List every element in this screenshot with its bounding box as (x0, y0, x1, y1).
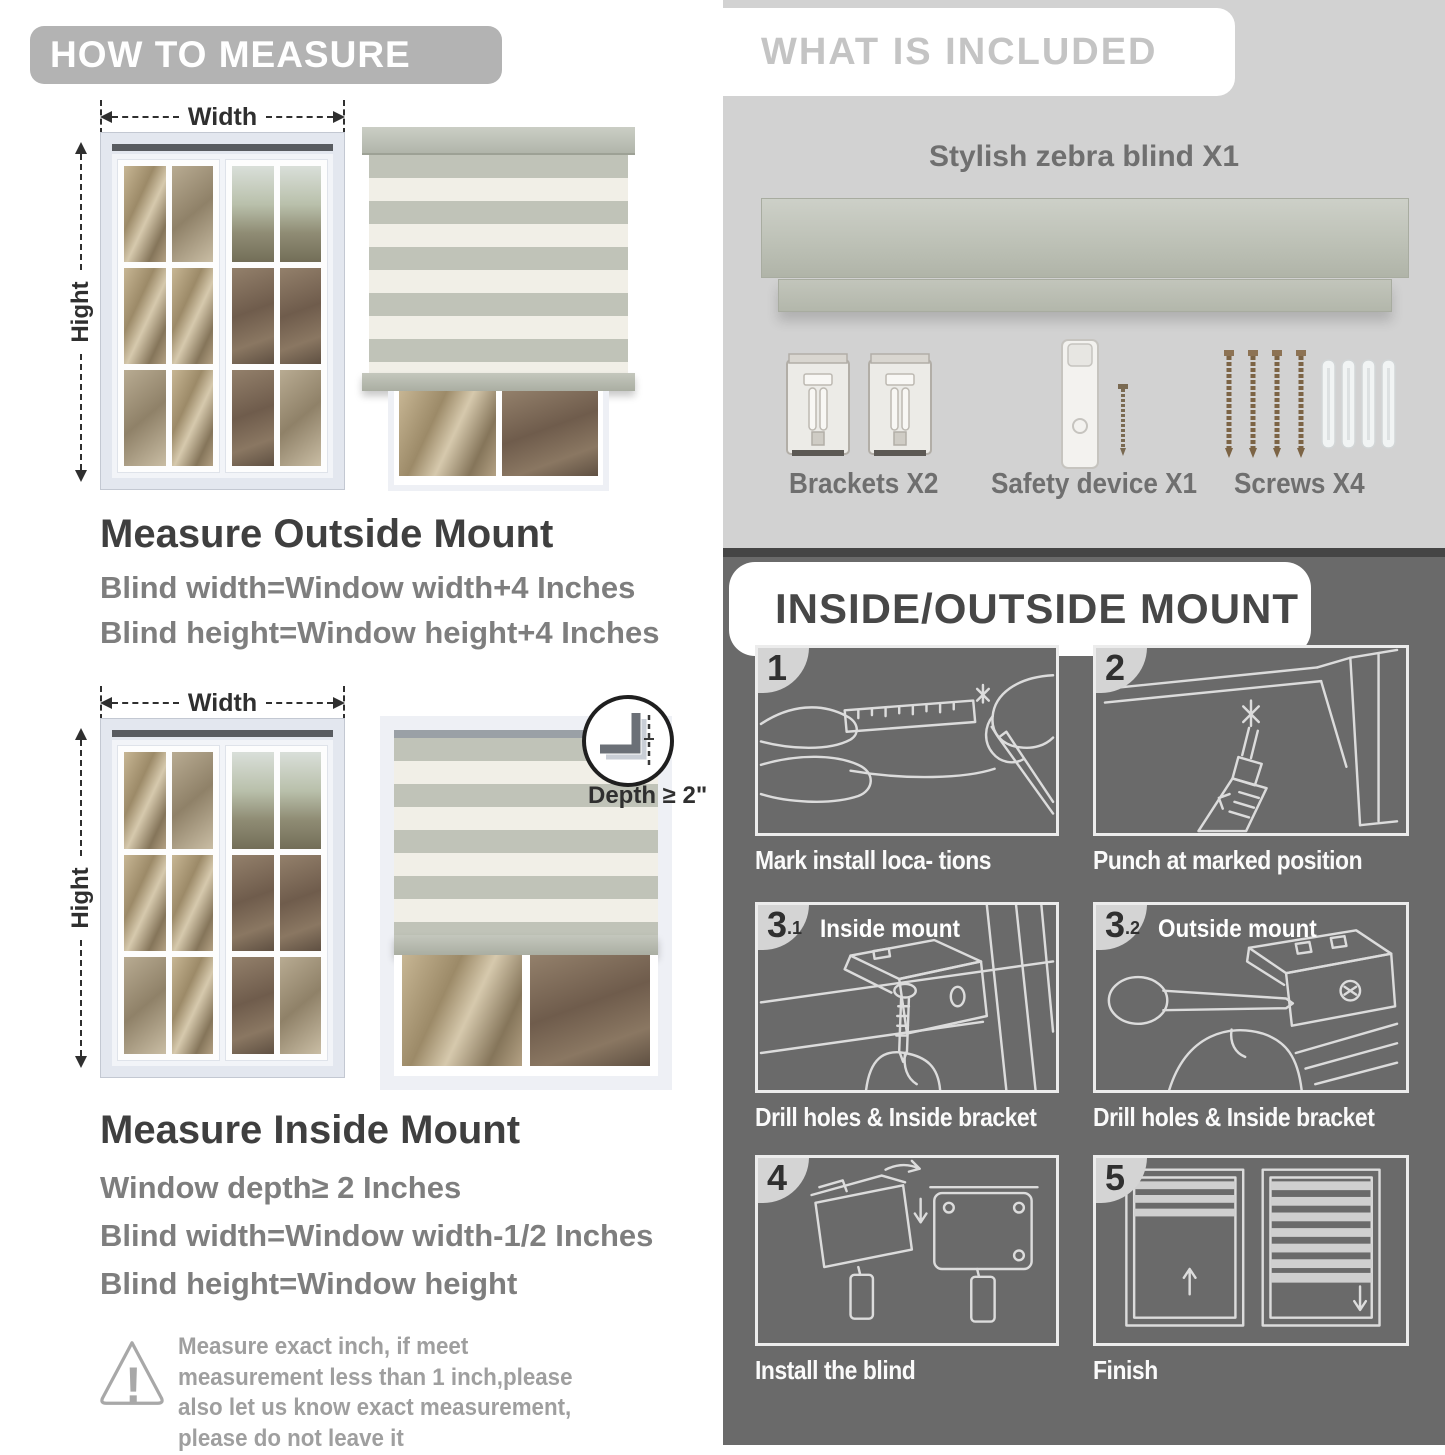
step-3-1-panel (755, 902, 1059, 1093)
window-pane (124, 268, 166, 364)
step-2 (1093, 645, 1409, 876)
step-number-badge: 3 .2 (1095, 904, 1147, 950)
step-1 (755, 645, 1059, 876)
width-arrow-inside (100, 688, 345, 717)
blind-bottom-rail (394, 935, 658, 955)
guide-line (343, 686, 345, 720)
step-3-2 (1093, 902, 1409, 1133)
product-label: Stylish zebra blind X1 (928, 140, 1240, 173)
install-blind-illustration (758, 1158, 1056, 1343)
window-pane (124, 855, 166, 952)
step-number-badge: 3 .1 (757, 904, 809, 950)
window-pane (402, 955, 522, 1066)
safety-device-image (1058, 338, 1148, 477)
window-pane (530, 955, 650, 1066)
inside-mount-line3: Blind height=Window height (100, 1266, 518, 1301)
window-pane (172, 370, 214, 466)
window-sash-left (117, 159, 220, 473)
safety-device-label: Safety device X1 (991, 468, 1198, 500)
step-5-caption: Finish (1093, 1355, 1158, 1385)
window-pane (172, 957, 214, 1054)
window-pane (399, 391, 496, 476)
height-arrow-outside (67, 142, 94, 482)
step-3-1 (755, 902, 1059, 1133)
step-4-caption: Install the blind (755, 1355, 916, 1385)
width-arrow-outside (100, 102, 345, 131)
window-below-blind (394, 955, 658, 1076)
magnifier-icon (582, 695, 674, 787)
step-number-badge: 5 (1095, 1157, 1147, 1203)
window-pane (232, 752, 274, 849)
inside-mount-line2: Blind width=Window width-1/2 Inches (100, 1218, 654, 1253)
arrow-down-icon (75, 470, 87, 482)
step-1-caption: Mark install loca- tions (755, 845, 992, 875)
window-pane (232, 370, 274, 466)
how-to-measure-header: HOW TO MEASURE (30, 26, 502, 84)
what-is-included-section (723, 0, 1445, 548)
outside-mount-line2: Blind height=Window height+4 Inches (100, 615, 660, 650)
warning-text: Measure exact inch, if meet measurement less than 1 inch,please also let us know exact measurement, please do not leave it (178, 1333, 573, 1453)
step-4 (755, 1155, 1059, 1386)
divider (723, 548, 1445, 557)
height-arrow-inside (67, 728, 94, 1068)
arrow-up-icon (75, 142, 87, 154)
inside-mount-line1: Window depth≥ 2 Inches (100, 1170, 462, 1205)
window-pane (124, 166, 166, 262)
window-pane (232, 855, 274, 952)
screws-label: Screws X4 (1234, 468, 1365, 500)
window-pane (172, 752, 214, 849)
window-pane (280, 268, 322, 364)
inside-mount-title: Measure Inside Mount (100, 1108, 521, 1152)
arrow-up-icon (75, 728, 87, 740)
window-track (112, 730, 333, 737)
warning-glyph: ! (125, 1357, 142, 1413)
step-1-panel (755, 645, 1059, 836)
step-number-badge: 4 (757, 1157, 809, 1203)
drill-illustration (1096, 648, 1406, 833)
window-pane (232, 957, 274, 1054)
zebra-blind-product-roll (778, 279, 1392, 312)
brackets-image (785, 352, 935, 467)
zebra-blind-illustration-outside (362, 127, 635, 491)
window-pane (280, 957, 322, 1054)
window-pane (232, 268, 274, 364)
guide-line (343, 100, 345, 134)
blind-bottom-rail (362, 373, 635, 391)
depth-label: Depth ≥ 2" (588, 782, 708, 809)
step-3-1-caption: Drill holes & Inside bracket (755, 1102, 1037, 1132)
width-label: Width (187, 688, 258, 717)
zebra-blind-product-image (761, 198, 1409, 278)
screws-anchors-image (1218, 350, 1398, 467)
window-pane (280, 166, 322, 262)
window-pane (124, 370, 166, 466)
window-pane (280, 370, 322, 466)
outside-mount-line1: Blind width=Window width+4 Inches (100, 570, 636, 605)
step-3-1-title: Inside mount (820, 915, 961, 943)
window-pane (232, 166, 274, 262)
outside-mount-title: Measure Outside Mount (100, 512, 554, 556)
arrow-down-icon (75, 1056, 87, 1068)
height-label: Hight (65, 859, 97, 936)
mount-header: INSIDE/OUTSIDE MOUNT (729, 562, 1311, 656)
guide-line (100, 100, 102, 134)
step-3-2-panel (1093, 902, 1409, 1093)
mark-location-illustration (758, 648, 1056, 833)
window-pane (172, 268, 214, 364)
step-2-caption: Punch at marked position (1093, 845, 1363, 875)
window-pane (280, 752, 322, 849)
window-illustration-outside (100, 132, 345, 490)
blind-cassette (362, 127, 635, 155)
step-5 (1093, 1155, 1409, 1386)
step-5-panel (1093, 1155, 1409, 1346)
window-illustration-inside (100, 718, 345, 1078)
step-4-panel (755, 1155, 1059, 1346)
warning-triangle-icon (96, 1330, 168, 1416)
mount-instructions-section (723, 548, 1445, 1445)
step-3-2-caption: Drill holes & Inside bracket (1093, 1102, 1375, 1132)
step-number-badge: 2 (1095, 647, 1147, 693)
window-pane (172, 855, 214, 952)
step-2-panel (1093, 645, 1409, 836)
zebra-blind-illustration-inside (380, 716, 708, 1090)
guide-line (100, 686, 102, 720)
window-track (112, 144, 333, 151)
window-pane (124, 752, 166, 849)
what-is-included-header: WHAT IS INCLUDED (723, 8, 1235, 96)
step-3-2-title: Outside mount (1158, 915, 1317, 943)
window-pane (124, 957, 166, 1054)
brackets-label: Brackets X2 (789, 468, 939, 500)
window-below-blind (388, 391, 609, 491)
finish-illustration (1096, 1158, 1406, 1343)
window-pane (502, 391, 599, 476)
window-pane (172, 166, 214, 262)
step-number-badge: 1 (757, 647, 809, 693)
window-pane (280, 855, 322, 952)
height-label: Hight (65, 273, 97, 350)
window-sash-right (225, 159, 328, 473)
blind-fabric (369, 155, 628, 373)
window-sash-right (225, 745, 328, 1061)
width-label: Width (187, 102, 258, 131)
window-sash-left (117, 745, 220, 1061)
